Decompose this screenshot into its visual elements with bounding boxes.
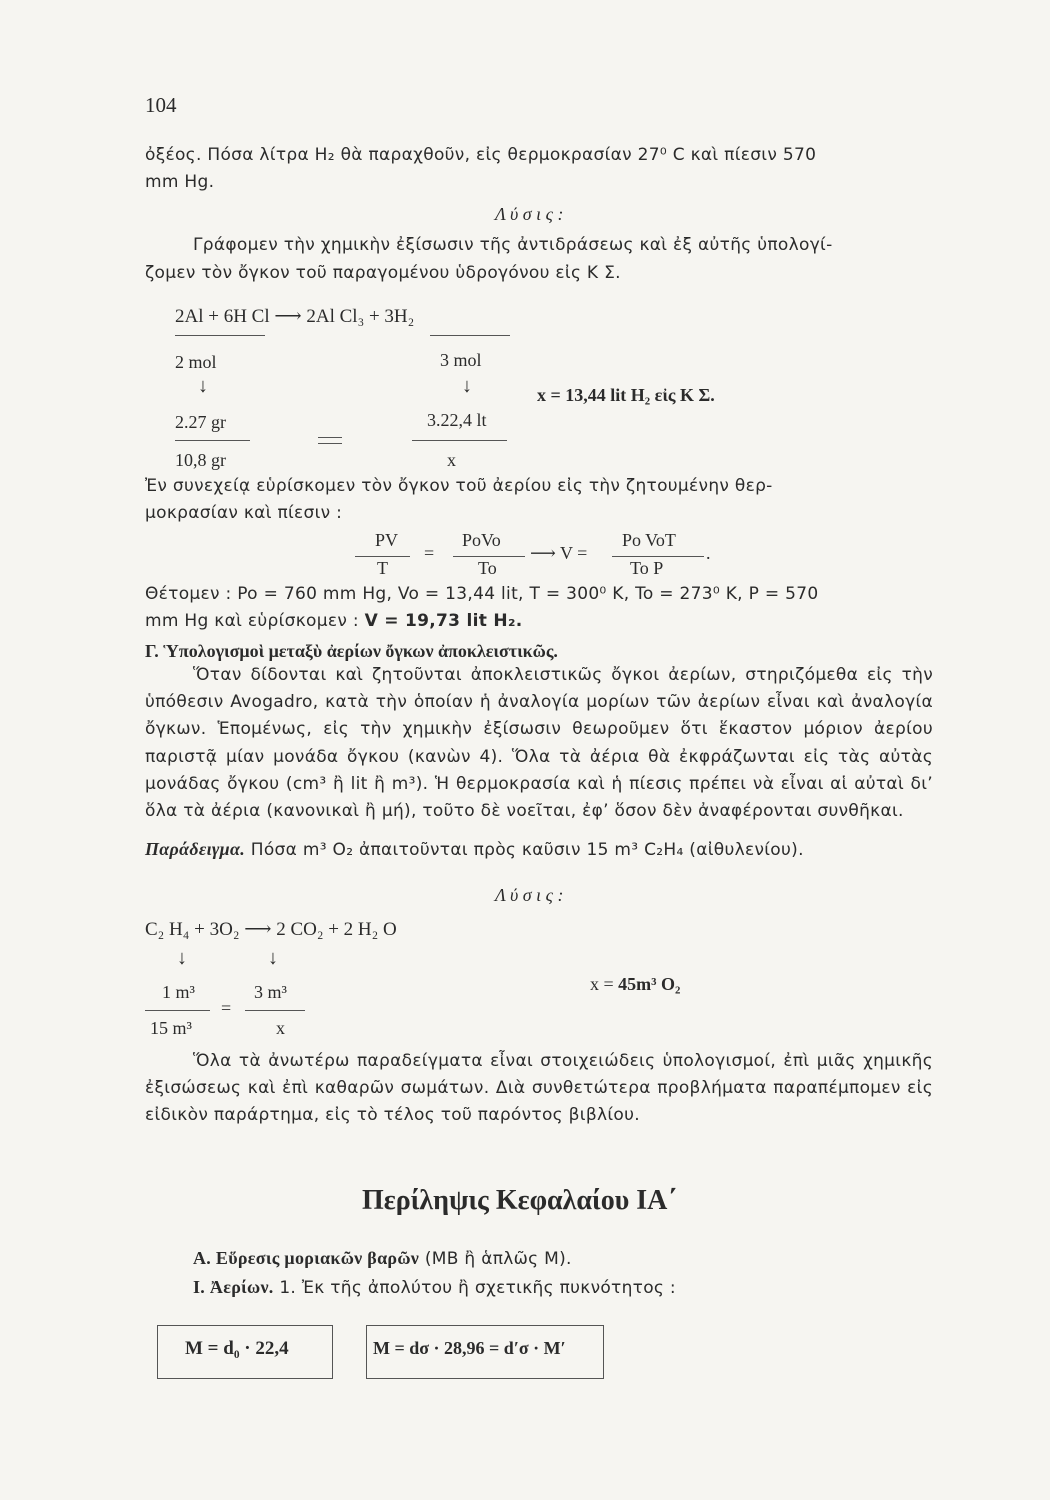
example-label: Παράδειγμα. [145, 839, 246, 859]
formula-dot: . [706, 543, 711, 563]
equals-sign [318, 443, 342, 444]
result-x: x = [590, 974, 619, 994]
equals-sign [318, 437, 342, 438]
mol-left: 2 mol [175, 352, 217, 372]
values-text: mm Hg καὶ εὑρίσκομεν : [145, 611, 365, 631]
v-result: V = 19,73 lit H₂. [364, 611, 523, 631]
solution-heading: Λ ύ σ ι ς : [495, 204, 564, 224]
divider [430, 335, 510, 336]
section-g-heading: Γ. Ὑπολογισμοὶ μεταξὺ ἀερίων ὄγκων ἀποκλειστικῶς. [145, 641, 558, 661]
fraction-bar [245, 1010, 305, 1011]
reaction-equation: 2Al + 6H Cl ⟶ 2Al Cl₃ + 3H₂ [175, 306, 415, 327]
mol-right: 3 mol [440, 350, 482, 370]
continuation-line-1: Ἐν συνεχείᾳ εὑρίσκομεν τὸν ὄγκον τοῦ ἀερίου εἰς τὴν ζητουμένην θερ- [145, 476, 773, 496]
values-line-2 [145, 611, 522, 631]
formula-den-2: To [478, 558, 497, 578]
fraction-bar [412, 440, 507, 441]
fraction-bar [453, 556, 525, 557]
closing-paragraph: Ὅλα τὰ ἀνωτέρω παραδείγματα εἶναι στοιχειώδεις ὑπολογισμοί, ἐπὶ μιᾶς χημικῆς ἐξισώσεως καὶ ἐπὶ καθαρῶν σωμάτων. Διὰ συνθετώτερα προβλήματα παραπέμπομεν εἰς εἰδικὸν παράρτημα, εἰς τὸ τέλος τοῦ παρόντος βιβλίου. [145, 1051, 933, 1126]
combustion-equation: C₂ H₄ + 3O₂ ⟶ 2 CO₂ + 2 H₂ O [145, 919, 397, 940]
summary-a [193, 1248, 572, 1269]
arrow-down-icon: ↓ [268, 947, 278, 969]
m3-right: 3 m³ [254, 982, 287, 1002]
continuation-line-2: μοκρασίαν καὶ πίεσιν : [145, 503, 343, 523]
summary-i-rest: 1. Ἐκ τῆς ἀπολύτου ἢ σχετικῆς πυκνότητος : [273, 1278, 676, 1298]
formula-den-1: T [377, 558, 388, 578]
lt-right: 3.22,4 lt [427, 410, 487, 430]
val-left: 15 m³ [150, 1018, 192, 1038]
fraction-bar [145, 1010, 210, 1011]
example-text: Πόσα m³ O₂ ἀπαιτοῦνται πρὸς καῦσιν 15 m³ C₂H₄ (αἰθυλενίου). [245, 840, 804, 860]
values-line-1: Θέτομεν : Po = 760 mm Hg, Vo = 13,44 lit, T = 300⁰ K, To = 273⁰ K, P = 570 [145, 584, 819, 604]
result-1: x = 13,44 lit H₂ εἰς Κ Σ. [537, 385, 715, 405]
summary-i-label: Ι. Ἀερίων. [193, 1277, 274, 1297]
formula-arrow: ⟶ V = [530, 543, 588, 563]
fraction-bar [175, 440, 250, 441]
summary-a-label: Α. Εὕρεσις μοριακῶν βαρῶν [193, 1248, 420, 1268]
equals: = [221, 998, 232, 1018]
x-right-2: x [276, 1018, 285, 1038]
page-number: 104 [145, 93, 177, 117]
solution-text-1: Γράφομεν τὴν χημικὴν ἐξίσωσιν τῆς ἀντιδράσεως καὶ ἐξ αὐτῆς ὑπολογί- [193, 235, 833, 255]
formula-den-3: To P [630, 558, 664, 578]
summary-title: Περίληψις Κεφαλαίου ΙΑ΄ [362, 1185, 677, 1216]
intro-line-1: ὀξέος. Πόσα λίτρα H₂ θὰ παραχθοῦν, εἰς θερμοκρασίαν 27⁰ C καὶ πίεσιν 570 [145, 145, 817, 165]
result-value: 45m³ O₂ [618, 974, 681, 994]
formula-num-1: PV [375, 530, 399, 550]
formula-num-2: PoVo [462, 530, 501, 550]
summary-a-rest: (ΜΒ ἢ ἁπλῶς Μ). [419, 1249, 572, 1269]
divider [175, 335, 265, 336]
solution-2-heading: Λ ύ σ ι ς : [495, 885, 564, 905]
m3-left: 1 m³ [162, 982, 195, 1002]
fraction-bar [612, 556, 704, 557]
x-right: x [447, 450, 456, 470]
arrow-down-icon: ↓ [198, 375, 208, 397]
result-2 [590, 974, 680, 995]
gr-left: 2.27 gr [175, 412, 226, 432]
arrow-down-icon: ↓ [177, 947, 187, 969]
section-g-paragraph: Ὅταν δίδονται καὶ ζητοῦνται ἀποκλειστικῶς ὄγκοι ἀερίων, στηριζόμεθα εἰς τὴν ὑπόθεσιν Avogadro, κατὰ τὴν ὁποίαν ἡ ἀναλογία μορίων τῶν ἀερίων εἶναι καὶ ἀναλογία ὄγκων. Ἑπομένως, εἰς τὴν χημικὴν ἐξίσωσιν θεωροῦμεν ὅτι ἕκαστον μόριον ἀερίου παριστᾷ μίαν μονάδα ὄγκου (κανὼν 4). Ὅλα τὰ ἀέρια θὰ ἐκφράζωνται εἰς τὰς αὐτὰς μονάδας ὄγκου (cm³ ἢ lit ἢ m³). Ἡ θερμοκρασία καὶ ἡ πίεσις πρέπει νὰ εἶναι αἱ αὐταὶ δι’ ὅλα τὰ ἀέρια (κανονικαὶ ἢ μή), τοῦτο δὲ νοεῖται, ἐφ’ ὅσον δὲν ἀναφέρονται συνθῆκαι. [145, 665, 933, 822]
solution-text-2: ζομεν τὸν ὄγκον τοῦ παραγομένου ὑδρογόνου εἰς Κ Σ. [145, 263, 621, 283]
arrow-down-icon: ↓ [462, 375, 472, 397]
num-left: 10,8 gr [175, 450, 226, 470]
formula-box-2-text: M = dσ · 28,96 = d′σ · M′ [373, 1338, 566, 1358]
fraction-bar [355, 556, 410, 557]
example-line [145, 839, 804, 860]
formula-eq: = [424, 543, 435, 563]
summary-i [193, 1277, 676, 1298]
formula-box-1-text: M = d₀ · 22,4 [185, 1338, 289, 1359]
formula-num-3: Po VoT [622, 530, 676, 550]
intro-line-2: mm Hg. [145, 172, 215, 192]
